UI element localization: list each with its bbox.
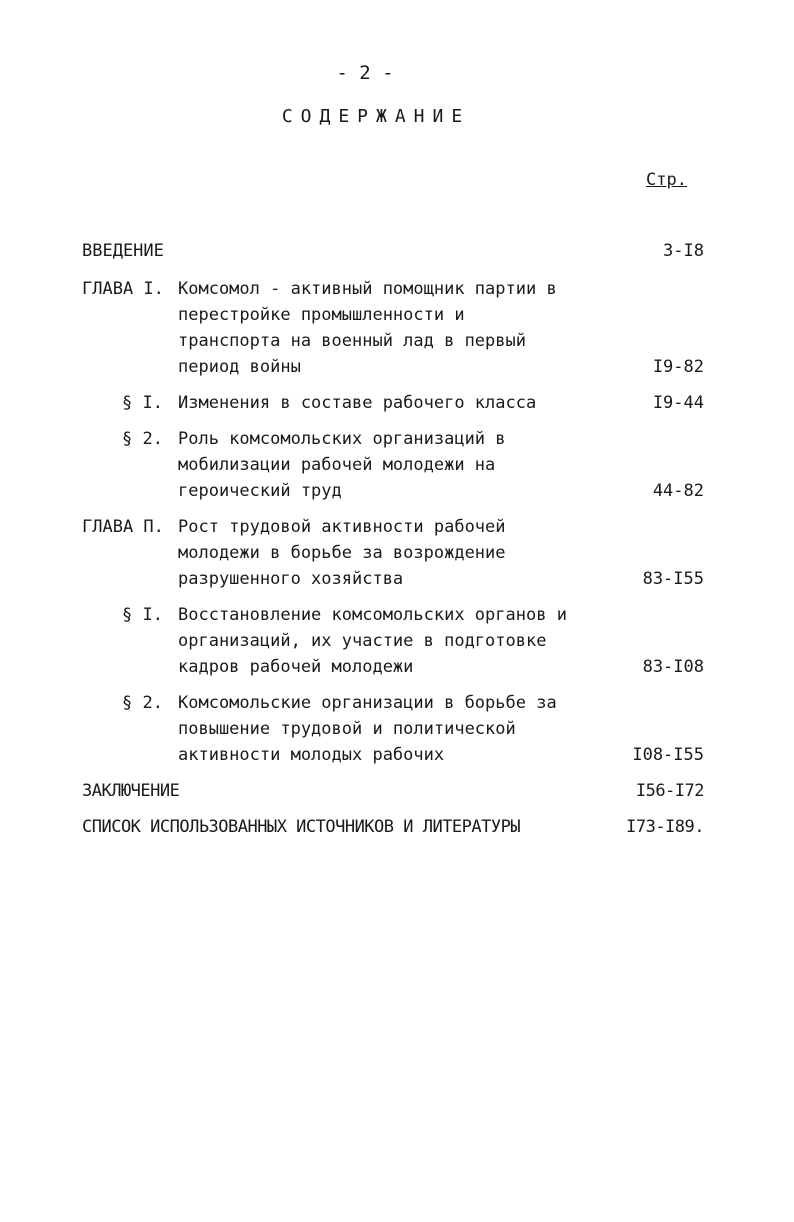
toc-entry-label: § I.: [122, 393, 163, 413]
toc-entry-chapter-1: [82, 276, 722, 380]
toc-entry-sources: [82, 814, 722, 840]
page-number: - 2 -: [336, 62, 394, 84]
toc-entry-text: Изменения в составе рабочего класса: [178, 393, 537, 413]
toc-entry-pages: I9-44: [652, 393, 704, 413]
toc-entry-text: Комсомол - активный помощник партии в перестройке промышленности и транспорта на военный лад в первый период войны: [178, 279, 557, 377]
toc-entry-ch2-par1: [82, 602, 722, 680]
toc-entry-pages: 3-I8: [663, 241, 704, 261]
table-of-contents: [82, 238, 722, 850]
pages-column-header: Стр.: [646, 170, 687, 190]
toc-entry-pages: 83-I08: [642, 657, 704, 677]
toc-entry-text: Комсомольские организации в борьбе за повышение трудовой и политической активности молодых рабочих: [178, 693, 557, 765]
toc-entry-pages: I56-I72: [635, 781, 704, 801]
toc-entry-text: ЗАКЛЮЧЕНИЕ: [82, 781, 180, 801]
toc-entry-label: § 2.: [122, 693, 163, 713]
toc-entry-text: ВВЕДЕНИЕ: [82, 241, 164, 261]
toc-entry-label: ГЛАВА I.: [82, 279, 164, 299]
toc-entry-text: Роль комсомольских организаций в мобилизации рабочей молодежи на героический труд: [178, 429, 506, 501]
toc-entry-ch1-par1: [82, 390, 722, 416]
toc-entry-conclusion: [82, 778, 722, 804]
toc-entry-intro: [82, 238, 722, 264]
toc-entry-label: ГЛАВА П.: [82, 517, 164, 537]
toc-entry-ch2-par2: [82, 690, 722, 768]
toc-entry-ch1-par2: [82, 426, 722, 504]
toc-entry-chapter-2: [82, 514, 722, 592]
toc-entry-label: § I.: [122, 605, 163, 625]
toc-entry-text: Рост трудовой активности рабочей молодежи в борьбе за возрождение разрушенного хозяйства: [178, 517, 506, 589]
toc-entry-text: СПИСОК ИСПОЛЬЗОВАННЫХ ИСТОЧНИКОВ И ЛИТЕРАТУРЫ: [82, 817, 521, 837]
toc-entry-pages: I9-82: [652, 357, 704, 377]
toc-entry-pages: I73-I89.: [626, 817, 704, 837]
toc-entry-text: Восстановление комсомольских органов и организаций, их участие в подготовке кадров рабочей молодежи: [178, 605, 567, 677]
page-title: СОДЕРЖАНИЕ: [281, 106, 471, 127]
toc-entry-label: § 2.: [122, 429, 163, 449]
toc-entry-pages: 44-82: [652, 481, 704, 501]
toc-entry-pages: 83-I55: [642, 569, 704, 589]
toc-entry-pages: I08-I55: [632, 745, 704, 765]
